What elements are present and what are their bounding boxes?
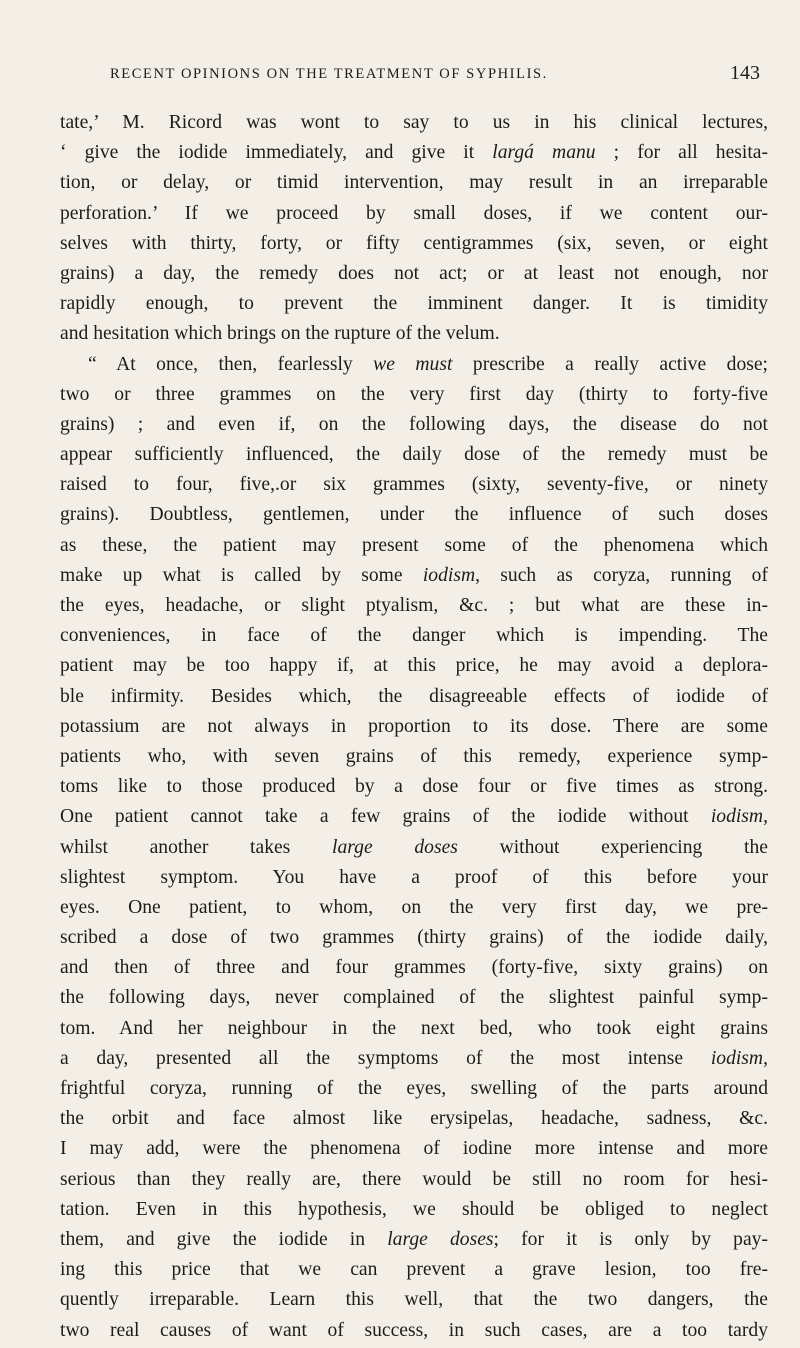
text-line: tation. Even in this hypothesis, we should be obliged to neglect (60, 1198, 768, 1220)
text-line: tom. And her neighbour in the next bed, who took eight grains (60, 1017, 768, 1039)
text-line: two or three grammes on the very first day (thirty to forty-five (60, 383, 768, 405)
text-line: toms like to those produced by a dose four or five times as strong. (60, 776, 768, 798)
text-line: whilst another takes large doses without experiencing the (60, 836, 768, 858)
text-line: eyes. One patient, to whom, on the very first day, we pre- (60, 896, 768, 918)
text-line: grains). Doubtless, gentlemen, under the influence of such doses (60, 504, 768, 526)
text-line: serious than they really are, there would be still no room for hesi- (60, 1168, 768, 1190)
text-line: quently irreparable. Learn this well, that the two dangers, the (60, 1289, 768, 1311)
text-line: the orbit and face almost like erysipelas, headache, sadness, &c. (60, 1108, 768, 1130)
text-line: conveniences, in face of the danger which is impending. The (60, 625, 768, 647)
text-line: scribed a dose of two grammes (thirty grains) of the iodide daily, (60, 927, 768, 949)
italic-phrase: iodism (710, 1047, 764, 1069)
text-line: as these, the patient may present some of the phenomena which (60, 534, 768, 556)
text-line: raised to four, five,.or six grammes (sixty, seventy-five, or ninety (60, 474, 768, 496)
text-line: the eyes, headache, or slight ptyalism, &c. ; but what are these in- (60, 595, 768, 616)
italic-phrase: we must (373, 353, 453, 375)
text-line: a day, presented all the symptoms of the most intense iodism, (60, 1047, 768, 1069)
text-line: grains) ; and even if, on the following days, the disease do not (60, 413, 768, 435)
italic-phrase: large doses (332, 836, 458, 858)
text-line: frightful coryza, running of the eyes, swelling of the parts around (60, 1078, 768, 1099)
text-line: and hesitation which brings on the rupture of the velum. (60, 323, 500, 345)
text-line: ble infirmity. Besides which, the disagreeable effects of iodide of (60, 685, 768, 707)
page-number: 143 (730, 62, 760, 84)
text-line: grains) a day, the remedy does not act; or at least not enough, nor (60, 262, 768, 284)
text-line: patients who, with seven grains of this remedy, experience symp- (60, 745, 768, 767)
text-line: selves with thirty, forty, or fifty centigrammes (six, seven, or eight (60, 232, 768, 254)
text-line: two real causes of want of success, in such cases, are a too tardy (60, 1319, 768, 1341)
text-line: them, and give the iodide in large doses; for it is only by pay- (60, 1228, 768, 1250)
text-line: tion, or delay, or timid intervention, may result in an irreparable (60, 172, 768, 194)
text-line: ing this price that we can prevent a grave lesion, too fre- (60, 1259, 768, 1281)
text-line: “ At once, then, fearlessly we must prescribe a really active dose; (88, 353, 769, 375)
text-line: potassium are not always in proportion to its dose. There are some (60, 715, 768, 737)
text-line: slightest symptom. You have a proof of this before your (60, 866, 768, 888)
italic-phrase: iodism (422, 564, 476, 586)
text-line: rapidly enough, to prevent the imminent danger. It is timidity (60, 293, 768, 315)
text-line: the following days, never complained of the slightest painful symp- (60, 987, 768, 1009)
text-line: make up what is called by some iodism, such as coryza, running of (60, 564, 769, 586)
text-line: One patient cannot take a few grains of the iodide without iodism, (60, 806, 768, 828)
italic-phrase: largá manu (492, 142, 596, 164)
text-line: ‘ give the iodide immediately, and give it largá manu ; for all hesita- (60, 142, 769, 164)
text-line: tate,’ M. Ricord was wont to say to us in his clinical lectures, (60, 112, 768, 133)
running-title: RECENT OPINIONS ON THE TREATMENT OF SYPHILIS. (110, 66, 548, 82)
italic-phrase: iodism (710, 806, 764, 828)
text-line: appear sufficiently influenced, the daily dose of the remedy must be (60, 444, 768, 466)
text-line: perforation.’ If we proceed by small doses, if we content our- (60, 202, 768, 224)
body-text (60, 108, 768, 1346)
text-line: patient may be too happy if, at this price, he may avoid a deplora- (60, 655, 768, 677)
text-line: and then of three and four grammes (forty-five, sixty grains) on (60, 957, 768, 979)
running-head (110, 62, 760, 90)
italic-phrase: large doses (387, 1228, 494, 1250)
text-line: I may add, were the phenomena of iodine more intense and more (60, 1138, 768, 1160)
